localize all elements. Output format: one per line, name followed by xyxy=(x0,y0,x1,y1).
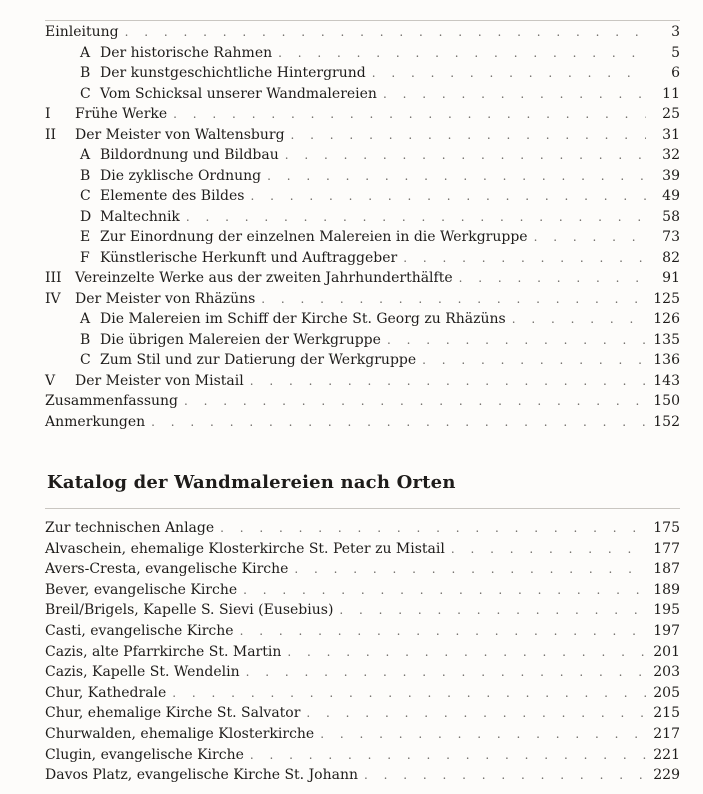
page-number: 136 xyxy=(653,352,680,368)
contents-entry xyxy=(45,125,680,145)
entry-title: Bever, evangelische Kirche xyxy=(45,581,238,598)
contents-entry xyxy=(80,145,680,165)
entry-title: Frühe Werke xyxy=(75,106,168,122)
page-number: 11 xyxy=(662,85,680,102)
dot-leader xyxy=(383,84,646,104)
entry-title: Die Malereien im Schiff der Kirche St. Georg zu Rhäzüns xyxy=(100,311,506,327)
dot-leader xyxy=(250,745,646,765)
dot-leader xyxy=(151,412,646,432)
dot-leader xyxy=(364,765,646,785)
entry-title: Die übrigen Malereien der Werkgruppe xyxy=(100,331,381,348)
entry-title: Chur, ehemalige Kirche St. Salvator xyxy=(45,705,301,722)
entry-title: Der historische Rahmen xyxy=(100,44,273,61)
section-letter: C xyxy=(80,85,91,102)
dot-leader xyxy=(186,207,646,227)
entry-title: Maltechnik xyxy=(100,208,180,225)
dot-leader xyxy=(294,559,646,579)
page-number: 3 xyxy=(671,24,680,40)
catalog-entry xyxy=(45,621,680,641)
section-letter: A xyxy=(80,311,91,327)
dot-leader xyxy=(220,518,646,538)
page-number: 195 xyxy=(653,602,680,619)
page-number: 189 xyxy=(653,581,680,598)
catalog-entry xyxy=(45,580,680,600)
entry-title: Einleitung xyxy=(45,24,119,40)
entry-title: Clugin, evangelische Kirche xyxy=(45,746,244,763)
contents-entry xyxy=(45,412,680,432)
entry-title: Zum Stil und zur Datierung der Werkgruppe xyxy=(100,352,417,368)
page-number: 221 xyxy=(653,746,680,763)
catalog-heading: Katalog der Wandmalereien nach Orten xyxy=(47,472,456,493)
entry-title: Zusammenfassung xyxy=(45,393,179,409)
page-number: 203 xyxy=(653,664,680,681)
page-number: 187 xyxy=(653,561,680,578)
catalog-entry xyxy=(45,559,680,579)
page-number: 91 xyxy=(662,270,680,286)
entry-title: Der Meister von Rhäzüns xyxy=(75,290,256,307)
section-letter: D xyxy=(80,208,92,225)
catalog-entry xyxy=(45,745,680,765)
page-number: 152 xyxy=(653,413,680,430)
entry-title: Zur Einordnung der einzelnen Malereien in die Werkgruppe xyxy=(100,229,528,245)
page-number: 6 xyxy=(671,65,680,81)
contents-entry xyxy=(45,268,680,288)
contents-entry xyxy=(80,227,680,247)
contents-entry xyxy=(80,248,680,268)
contents-entry xyxy=(80,84,680,104)
chapter-number: II xyxy=(45,126,57,143)
chapter-number: V xyxy=(45,372,56,389)
page-number: 126 xyxy=(653,311,680,327)
section-letter: B xyxy=(80,65,91,81)
entry-title: Vom Schicksal unserer Wandmalereien xyxy=(100,85,377,102)
entry-title: Breil/Brigels, Kapelle S. Sievi (Eusebius) xyxy=(45,602,334,619)
catalog-entry xyxy=(45,703,680,723)
entry-title: Zur technischen Anlage xyxy=(45,520,215,536)
section-letter: C xyxy=(80,188,91,204)
section-letter: B xyxy=(80,331,91,348)
dot-leader xyxy=(261,289,646,309)
contents-entry xyxy=(80,186,680,206)
contents-entry xyxy=(45,391,680,411)
dot-leader xyxy=(339,600,646,620)
dot-leader xyxy=(291,125,646,145)
contents-entry xyxy=(45,371,680,391)
entry-title: Cazis, alte Pfarrkirche St. Martin xyxy=(45,643,282,660)
page-number: 229 xyxy=(653,767,680,784)
catalog-entry xyxy=(45,662,680,682)
dot-leader xyxy=(125,22,646,42)
dot-leader xyxy=(278,43,646,63)
section-letter: E xyxy=(80,229,91,245)
contents-entry xyxy=(45,104,680,124)
page-number: 177 xyxy=(653,540,680,557)
contents-entry xyxy=(45,22,680,42)
entry-title: Bildordnung und Bildbau xyxy=(100,147,279,163)
entry-title: Der kunstgeschichtliche Hintergrund xyxy=(100,65,366,81)
entry-title: Davos Platz, evangelische Kirche St. Johann xyxy=(45,767,359,784)
entry-title: Churwalden, ehemalige Klosterkirche xyxy=(45,726,315,742)
contents-entry xyxy=(80,350,680,370)
dot-leader xyxy=(267,166,646,186)
catalog-entry xyxy=(45,642,680,662)
dot-leader xyxy=(512,309,646,329)
contents-entry xyxy=(80,63,680,83)
page-number: 32 xyxy=(662,147,680,163)
dot-leader xyxy=(534,227,646,247)
page-number: 25 xyxy=(662,106,680,122)
entry-title: Alvaschein, ehemalige Klosterkirche St. Peter zu Mistail xyxy=(45,540,445,557)
page-number: 39 xyxy=(662,167,680,184)
catalog-entry xyxy=(45,539,680,559)
page-number: 150 xyxy=(653,393,680,409)
page-number: 201 xyxy=(653,643,680,660)
entry-title: Avers-Cresta, evangelische Kirche xyxy=(45,561,289,578)
page-number: 175 xyxy=(653,520,680,536)
page-number: 73 xyxy=(662,229,680,245)
divider xyxy=(45,20,680,21)
contents-entry xyxy=(45,289,680,309)
page-number: 217 xyxy=(653,726,680,742)
contents-entry xyxy=(80,309,680,329)
page-number: 143 xyxy=(653,372,680,389)
catalog-entry xyxy=(45,518,680,538)
page-number: 215 xyxy=(653,705,680,722)
divider xyxy=(45,508,680,509)
dot-leader xyxy=(285,145,646,165)
contents-entry xyxy=(80,43,680,63)
dot-leader xyxy=(422,350,646,370)
entry-title: Anmerkungen xyxy=(45,413,146,430)
entry-title: Der Meister von Mistail xyxy=(75,372,244,389)
catalog-entry xyxy=(45,600,680,620)
section-letter: A xyxy=(80,147,91,163)
chapter-number: III xyxy=(45,270,62,286)
dot-leader xyxy=(320,724,646,744)
dot-leader xyxy=(403,248,646,268)
dot-leader xyxy=(243,580,646,600)
catalog-entry xyxy=(45,724,680,744)
page-number: 82 xyxy=(662,249,680,266)
dot-leader xyxy=(240,621,646,641)
page-number: 49 xyxy=(662,188,680,204)
entry-title: Der Meister von Waltensburg xyxy=(75,126,285,143)
page-number: 125 xyxy=(653,290,680,307)
dot-leader xyxy=(250,371,646,391)
page-number: 205 xyxy=(653,684,680,701)
chapter-number: I xyxy=(45,106,51,122)
dot-leader xyxy=(387,330,646,350)
dot-leader xyxy=(372,63,646,83)
dot-leader xyxy=(287,642,646,662)
entry-title: Cazis, Kapelle St. Wendelin xyxy=(45,664,240,681)
entry-title: Casti, evangelische Kirche xyxy=(45,623,234,639)
entry-title: Künstlerische Herkunft und Auftraggeber xyxy=(100,249,398,266)
entry-title: Elemente des Bildes xyxy=(100,188,245,204)
page-number: 135 xyxy=(653,331,680,348)
page-number: 5 xyxy=(671,44,680,61)
dot-leader xyxy=(306,703,646,723)
dot-leader xyxy=(173,104,646,124)
dot-leader xyxy=(246,662,646,682)
section-letter: A xyxy=(80,44,91,61)
catalog-entry xyxy=(45,765,680,785)
chapter-number: IV xyxy=(45,290,61,307)
contents-entry xyxy=(80,330,680,350)
contents-entry xyxy=(80,166,680,186)
section-letter: C xyxy=(80,352,91,368)
dot-leader xyxy=(172,683,646,703)
entry-title: Die zyklische Ordnung xyxy=(100,167,262,184)
dot-leader xyxy=(250,186,646,206)
entry-title: Chur, Kathedrale xyxy=(45,684,167,701)
page-number: 58 xyxy=(662,208,680,225)
dot-leader xyxy=(451,539,646,559)
entry-title: Vereinzelte Werke aus der zweiten Jahrhunderthälfte xyxy=(75,270,453,286)
page-number: 31 xyxy=(662,126,680,143)
section-letter: F xyxy=(80,249,90,266)
dot-leader xyxy=(184,391,646,411)
page-number: 197 xyxy=(653,623,680,639)
catalog-entry xyxy=(45,683,680,703)
section-letter: B xyxy=(80,167,91,184)
dot-leader xyxy=(459,268,646,288)
contents-entry xyxy=(80,207,680,227)
